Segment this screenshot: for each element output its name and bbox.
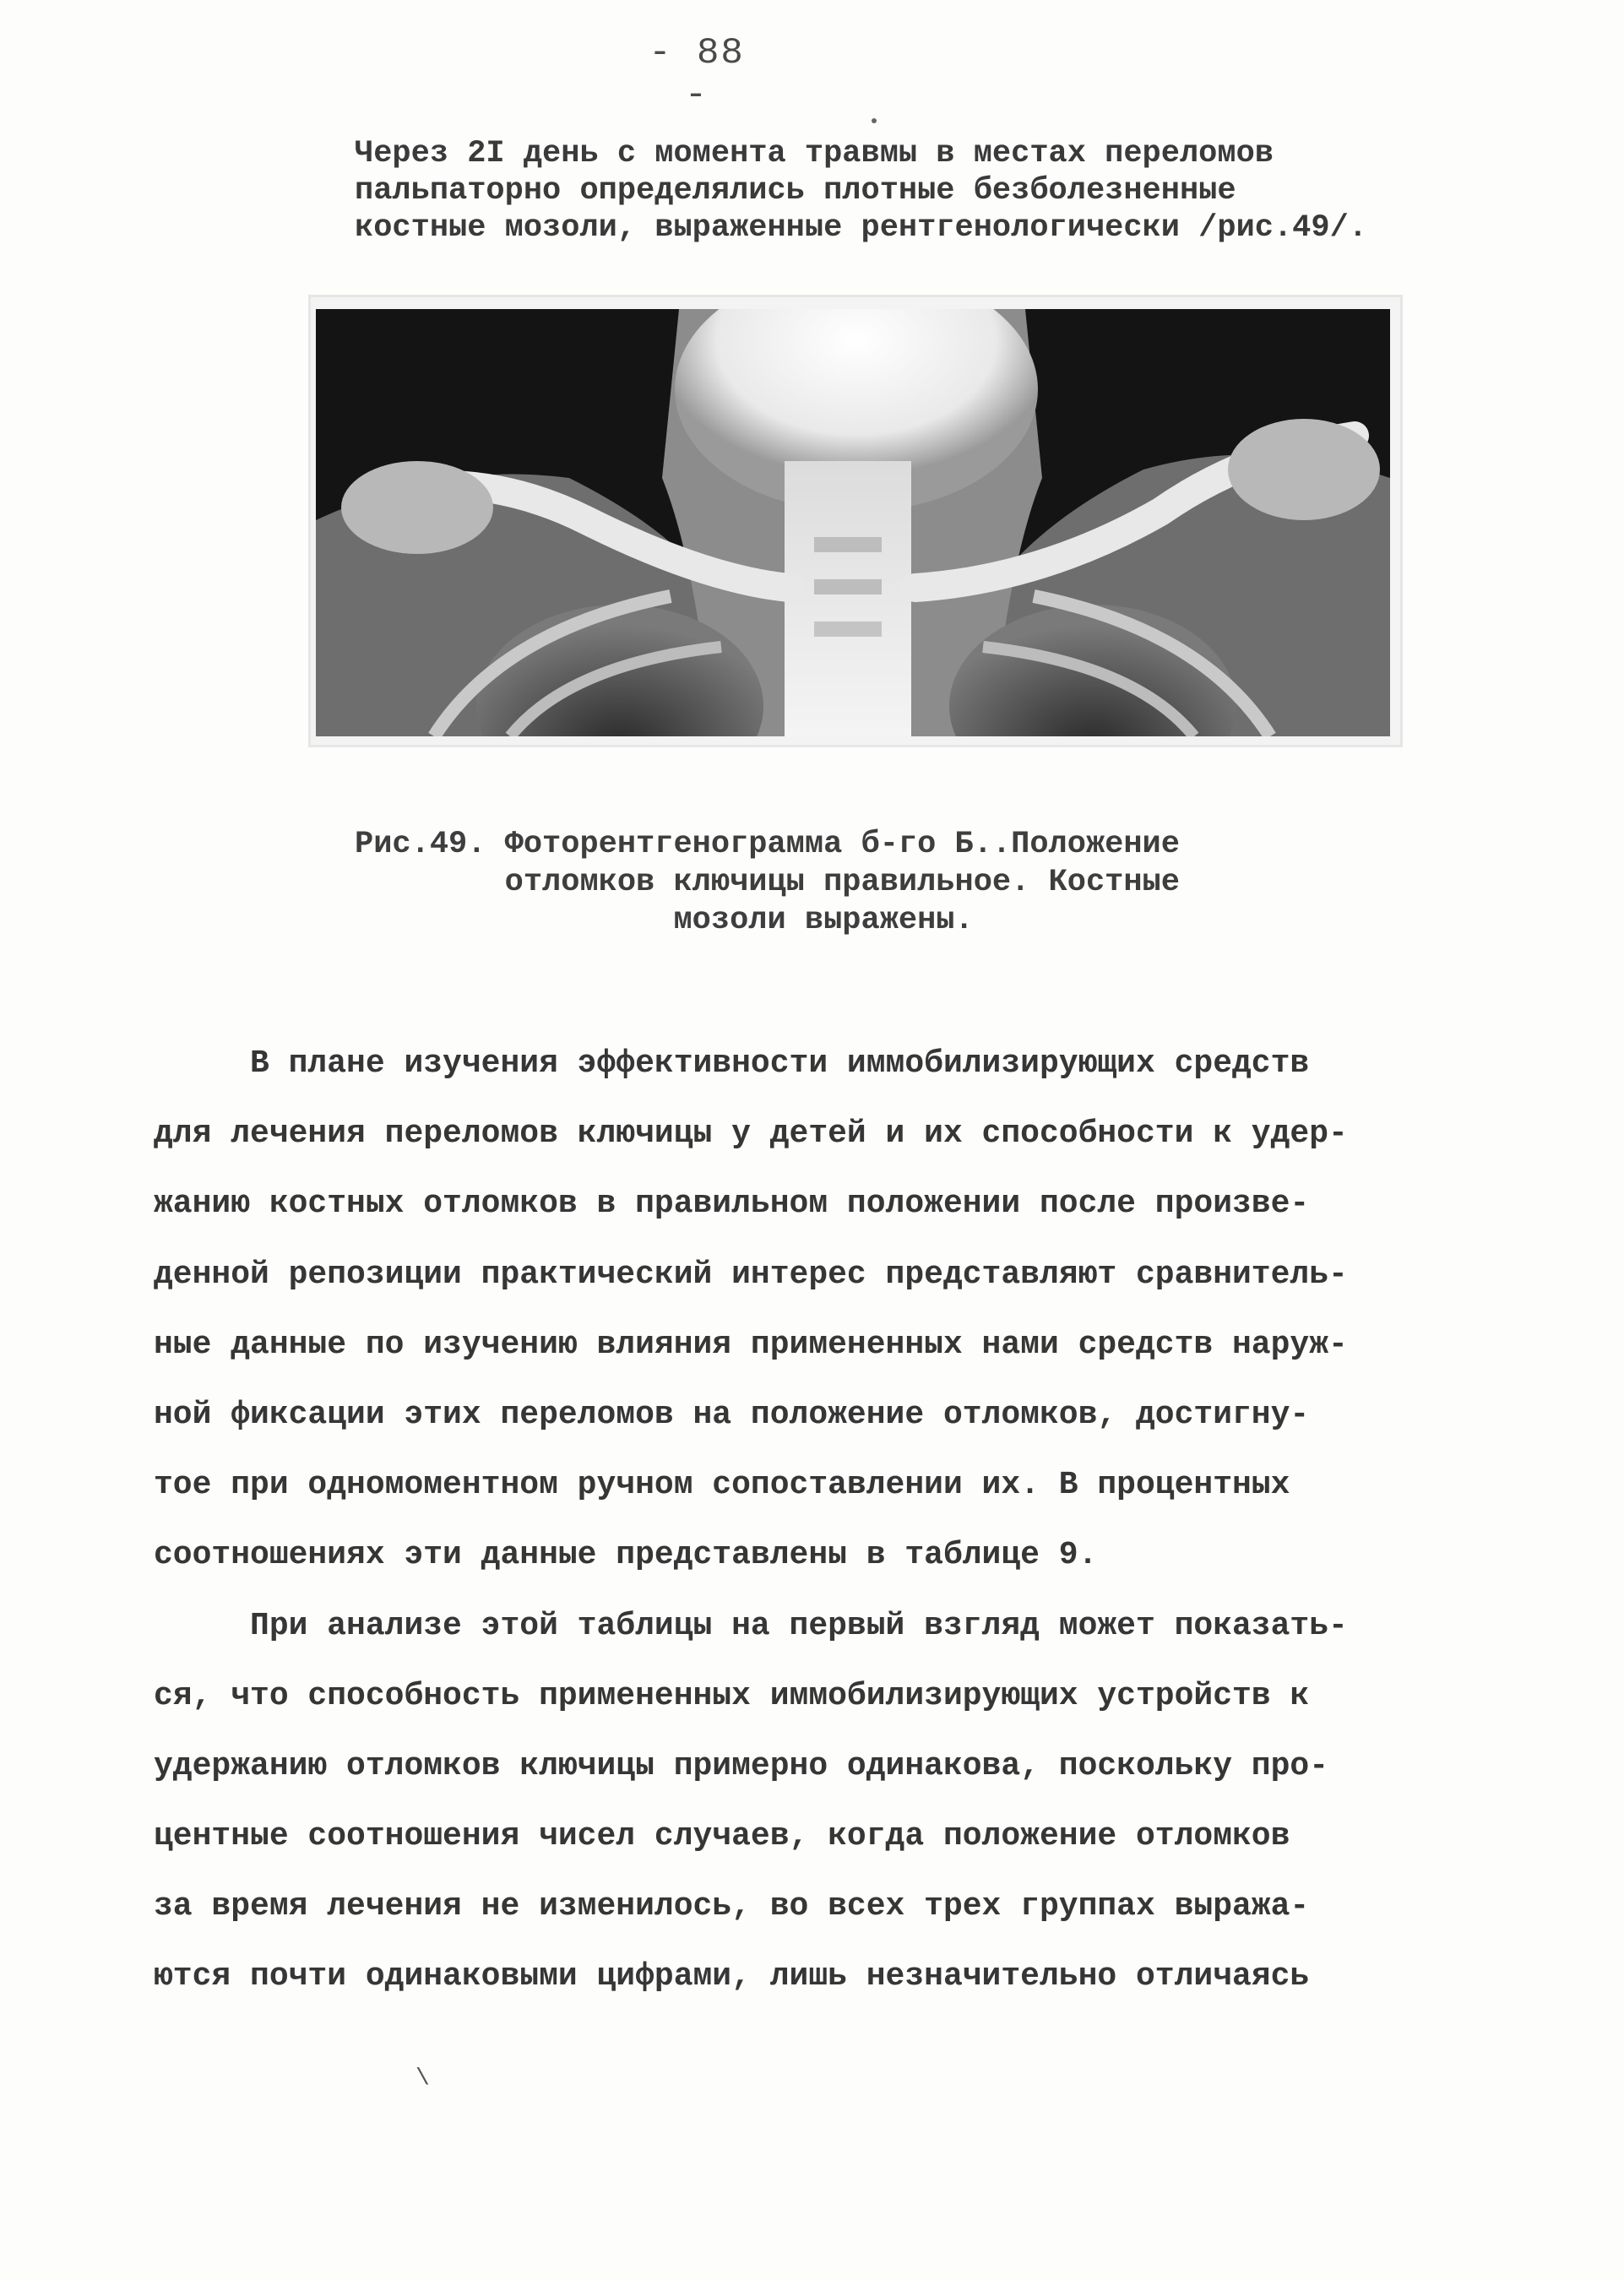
ink-dot [872, 118, 877, 123]
xray-figure [311, 297, 1400, 745]
body-line: за время лечения не изменилось, во всех трех группах выража- [154, 1888, 1310, 1925]
caption-line: отломков ключицы правильное. Костные [355, 865, 1180, 900]
body-line: В плане изучения эффективности иммобилизирующих средств [154, 1045, 1310, 1082]
caption-line: Рис.49. Фоторентгенограмма б-го Б..Положение [355, 827, 1180, 862]
caption-line: мозоли выражены. [355, 903, 974, 938]
stray-pen-mark: \ [416, 2066, 430, 2092]
body-text [154, 1029, 1471, 2012]
intro-line: Через 2I день с момента травмы в местах переломов [355, 136, 1274, 171]
xray-image [316, 309, 1390, 736]
body-line: центные соотношения чисел случаев, когда положение отломков [154, 1818, 1290, 1855]
body-line: ные данные по изучению влияния примененных нами средств наруж- [154, 1326, 1348, 1363]
body-line: соотношениях эти данные представлены в таблице 9. [154, 1537, 1098, 1574]
body-line: жанию костных отломков в правильном положении после произве- [154, 1186, 1310, 1223]
page-number: - 88 - [649, 32, 745, 117]
intro-line: пальпаторно определялись плотные безболезненные [355, 173, 1236, 209]
body-line: При анализе этой таблицы на первый взгляд может показать- [154, 1607, 1348, 1644]
intro-paragraph [355, 135, 1537, 247]
intro-line: костные мозоли, выраженные рентгенологически /рис.49/. [355, 210, 1367, 246]
body-line: ной фиксации этих переломов на положение отломков, достигну- [154, 1396, 1310, 1433]
figure-caption [355, 826, 1453, 940]
body-line: ся, что способность примененных иммобилизирующих устройств к [154, 1677, 1310, 1714]
body-line: денной репозиции практический интерес представляют сравнитель- [154, 1256, 1348, 1293]
body-line: тое при одномоментном ручном сопоставлении их. В процентных [154, 1467, 1290, 1504]
body-line: для лечения переломов ключицы у детей и их способности к удер- [154, 1116, 1348, 1153]
body-line: ются почти одинаковыми цифрами, лишь незначительно отличаясь [154, 1958, 1310, 1995]
body-line: удержанию отломков ключицы примерно одинакова, поскольку про- [154, 1747, 1329, 1784]
